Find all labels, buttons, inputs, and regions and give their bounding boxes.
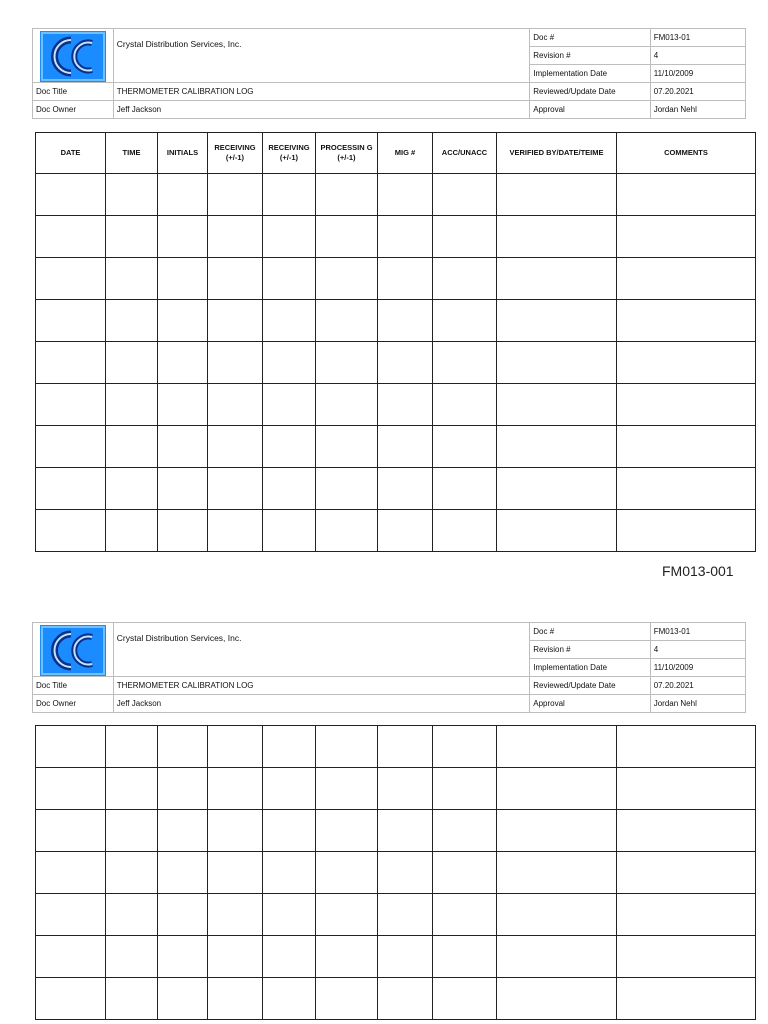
cell-verified-by[interactable]	[497, 726, 617, 768]
cell-date[interactable]	[36, 300, 106, 342]
cell-processing[interactable]	[316, 216, 378, 258]
cell-time[interactable]	[106, 468, 158, 510]
cell-receiving-1[interactable]	[208, 978, 263, 1020]
cell-mig[interactable]	[378, 300, 433, 342]
cell-comments[interactable]	[617, 768, 756, 810]
approval-label: Approval	[530, 101, 650, 119]
implementation-date-label: Implementation Date	[530, 659, 650, 677]
cell-mig[interactable]	[378, 768, 433, 810]
cell-processing[interactable]	[316, 342, 378, 384]
column-header-comments: COMMENTS	[617, 133, 756, 174]
column-header-time: TIME	[106, 133, 158, 174]
table-row	[36, 726, 756, 768]
cell-initials[interactable]	[158, 300, 208, 342]
cell-comments[interactable]	[617, 852, 756, 894]
cell-processing[interactable]	[316, 936, 378, 978]
table-row	[36, 384, 756, 426]
cell-receiving-2[interactable]	[263, 768, 316, 810]
cell-mig[interactable]	[378, 174, 433, 216]
cell-date[interactable]	[36, 426, 106, 468]
cell-acc-unacc[interactable]	[433, 852, 497, 894]
cell-receiving-2[interactable]	[263, 174, 316, 216]
cell-comments[interactable]	[617, 978, 756, 1020]
table-row	[36, 894, 756, 936]
cell-receiving-1[interactable]	[208, 510, 263, 552]
cell-verified-by[interactable]	[497, 174, 617, 216]
cell-receiving-1[interactable]	[208, 342, 263, 384]
cell-initials[interactable]	[158, 510, 208, 552]
cell-time[interactable]	[106, 258, 158, 300]
cell-receiving-2[interactable]	[263, 216, 316, 258]
revision-value: 4	[650, 47, 745, 65]
cell-acc-unacc[interactable]	[433, 174, 497, 216]
cell-comments[interactable]	[617, 384, 756, 426]
doc-owner-value: Jeff Jackson	[113, 101, 529, 119]
cell-verified-by[interactable]	[497, 510, 617, 552]
cell-verified-by[interactable]	[497, 852, 617, 894]
cell-initials[interactable]	[158, 726, 208, 768]
reviewed-date-value: 07.20.2021	[650, 677, 745, 695]
cell-mig[interactable]	[378, 852, 433, 894]
company-name: Crystal Distribution Services, Inc.	[113, 29, 529, 83]
cell-mig[interactable]	[378, 894, 433, 936]
cell-initials[interactable]	[158, 936, 208, 978]
doc-owner-label: Doc Owner	[33, 101, 114, 119]
cell-receiving-1[interactable]	[208, 852, 263, 894]
cell-date[interactable]	[36, 726, 106, 768]
doc-num-value: FM013-01	[650, 29, 745, 47]
footer-doc-number: FM013-001	[662, 563, 734, 579]
cell-mig[interactable]	[378, 216, 433, 258]
cell-processing[interactable]	[316, 426, 378, 468]
cell-processing[interactable]	[316, 978, 378, 1020]
table-row	[36, 768, 756, 810]
cell-initials[interactable]	[158, 978, 208, 1020]
cell-mig[interactable]	[378, 726, 433, 768]
cell-receiving-1[interactable]	[208, 426, 263, 468]
cell-date[interactable]	[36, 258, 106, 300]
cell-date[interactable]	[36, 852, 106, 894]
cell-processing[interactable]	[316, 510, 378, 552]
cell-mig[interactable]	[378, 258, 433, 300]
table-row	[36, 300, 756, 342]
table-row	[36, 426, 756, 468]
cell-date[interactable]	[36, 174, 106, 216]
cell-processing[interactable]	[316, 258, 378, 300]
cell-time[interactable]	[106, 768, 158, 810]
cell-verified-by[interactable]	[497, 810, 617, 852]
table-row	[36, 978, 756, 1020]
cell-mig[interactable]	[378, 810, 433, 852]
cell-receiving-2[interactable]	[263, 894, 316, 936]
reviewed-date-value: 07.20.2021	[650, 83, 745, 101]
cell-receiving-2[interactable]	[263, 852, 316, 894]
cell-initials[interactable]	[158, 258, 208, 300]
cell-receiving-1[interactable]	[208, 810, 263, 852]
cell-receiving-2[interactable]	[263, 384, 316, 426]
cell-comments[interactable]	[617, 216, 756, 258]
cell-mig[interactable]	[378, 426, 433, 468]
cell-processing[interactable]	[316, 810, 378, 852]
table-header-row	[36, 133, 756, 174]
cell-initials[interactable]	[158, 852, 208, 894]
column-header-receiving-2: RECEIVING (+/-1)	[263, 133, 316, 174]
cell-verified-by[interactable]	[497, 936, 617, 978]
cell-time[interactable]	[106, 852, 158, 894]
cell-comments[interactable]	[617, 810, 756, 852]
cell-receiving-2[interactable]	[263, 810, 316, 852]
cell-acc-unacc[interactable]	[433, 384, 497, 426]
cell-acc-unacc[interactable]	[433, 726, 497, 768]
cell-acc-unacc[interactable]	[433, 510, 497, 552]
implementation-date-value: 11/10/2009	[650, 659, 745, 677]
doc-title-label: Doc Title	[33, 83, 114, 101]
cell-receiving-1[interactable]	[208, 258, 263, 300]
cell-processing[interactable]	[316, 894, 378, 936]
cell-mig[interactable]	[378, 978, 433, 1020]
cell-date[interactable]	[36, 894, 106, 936]
column-header-mig: MIG #	[378, 133, 433, 174]
cell-comments[interactable]	[617, 300, 756, 342]
cell-time[interactable]	[106, 384, 158, 426]
cell-receiving-2[interactable]	[263, 726, 316, 768]
cell-date[interactable]	[36, 936, 106, 978]
document-header	[32, 28, 746, 119]
column-header-date: DATE	[36, 133, 106, 174]
cell-acc-unacc[interactable]	[433, 300, 497, 342]
reviewed-date-label: Reviewed/Update Date	[530, 83, 650, 101]
cell-time[interactable]	[106, 726, 158, 768]
cell-mig[interactable]	[378, 936, 433, 978]
cell-time[interactable]	[106, 342, 158, 384]
cell-receiving-1[interactable]	[208, 726, 263, 768]
cell-initials[interactable]	[158, 810, 208, 852]
cell-verified-by[interactable]	[497, 894, 617, 936]
cell-verified-by[interactable]	[497, 342, 617, 384]
cell-receiving-2[interactable]	[263, 978, 316, 1020]
cell-acc-unacc[interactable]	[433, 426, 497, 468]
implementation-date-label: Implementation Date	[530, 65, 650, 83]
cell-time[interactable]	[106, 510, 158, 552]
calibration-log-table	[35, 132, 756, 552]
approval-value: Jordan Nehl	[650, 101, 745, 119]
doc-owner-value: Jeff Jackson	[113, 695, 529, 713]
cell-receiving-1[interactable]	[208, 174, 263, 216]
cell-time[interactable]	[106, 426, 158, 468]
cell-date[interactable]	[36, 510, 106, 552]
cell-initials[interactable]	[158, 174, 208, 216]
cell-mig[interactable]	[378, 384, 433, 426]
cell-receiving-1[interactable]	[208, 936, 263, 978]
cell-processing[interactable]	[316, 384, 378, 426]
doc-title-value: THERMOMETER CALIBRATION LOG	[113, 83, 529, 101]
table-row	[36, 468, 756, 510]
cell-time[interactable]	[106, 978, 158, 1020]
doc-owner-label: Doc Owner	[33, 695, 114, 713]
cell-receiving-1[interactable]	[208, 894, 263, 936]
cell-verified-by[interactable]	[497, 426, 617, 468]
cell-acc-unacc[interactable]	[433, 342, 497, 384]
cell-comments[interactable]	[617, 510, 756, 552]
implementation-date-value: 11/10/2009	[650, 65, 745, 83]
cell-comments[interactable]	[617, 174, 756, 216]
column-header-processing: PROCESSIN G (+/-1)	[316, 133, 378, 174]
cell-mig[interactable]	[378, 468, 433, 510]
cell-verified-by[interactable]	[497, 300, 617, 342]
cell-acc-unacc[interactable]	[433, 468, 497, 510]
cell-verified-by[interactable]	[497, 384, 617, 426]
cell-acc-unacc[interactable]	[433, 216, 497, 258]
cell-acc-unacc[interactable]	[433, 936, 497, 978]
cell-receiving-2[interactable]	[263, 300, 316, 342]
cell-initials[interactable]	[158, 468, 208, 510]
cell-comments[interactable]	[617, 426, 756, 468]
table-row	[36, 810, 756, 852]
cell-receiving-2[interactable]	[263, 342, 316, 384]
cell-time[interactable]	[106, 300, 158, 342]
cell-date[interactable]	[36, 978, 106, 1020]
approval-label: Approval	[530, 695, 650, 713]
cell-initials[interactable]	[158, 216, 208, 258]
cell-date[interactable]	[36, 768, 106, 810]
cell-receiving-2[interactable]	[263, 426, 316, 468]
company-logo	[40, 31, 106, 82]
doc-title-label: Doc Title	[33, 677, 114, 695]
doc-title-value: THERMOMETER CALIBRATION LOG	[113, 677, 529, 695]
cell-receiving-1[interactable]	[208, 384, 263, 426]
cell-time[interactable]	[106, 894, 158, 936]
cell-acc-unacc[interactable]	[433, 768, 497, 810]
cell-initials[interactable]	[158, 768, 208, 810]
doc-num-label: Doc #	[530, 29, 650, 47]
calibration-log-table-page-2	[35, 725, 756, 1020]
cell-verified-by[interactable]	[497, 978, 617, 1020]
cell-receiving-2[interactable]	[263, 258, 316, 300]
table-row	[36, 936, 756, 978]
cell-comments[interactable]	[617, 936, 756, 978]
cell-receiving-2[interactable]	[263, 510, 316, 552]
column-header-initials: INITIALS	[158, 133, 208, 174]
cell-initials[interactable]	[158, 426, 208, 468]
cell-acc-unacc[interactable]	[433, 978, 497, 1020]
company-name: Crystal Distribution Services, Inc.	[113, 623, 529, 677]
cell-processing[interactable]	[316, 768, 378, 810]
cell-receiving-1[interactable]	[208, 300, 263, 342]
cell-processing[interactable]	[316, 468, 378, 510]
table-row	[36, 174, 756, 216]
cell-receiving-2[interactable]	[263, 468, 316, 510]
cell-comments[interactable]	[617, 468, 756, 510]
cell-processing[interactable]	[316, 852, 378, 894]
cell-initials[interactable]	[158, 894, 208, 936]
cell-receiving-2[interactable]	[263, 936, 316, 978]
cell-date[interactable]	[36, 468, 106, 510]
cell-processing[interactable]	[316, 300, 378, 342]
column-header-verified-by: VERIFIED BY/DATE/TEIME	[497, 133, 617, 174]
cell-acc-unacc[interactable]	[433, 894, 497, 936]
doc-num-value: FM013-01	[650, 623, 745, 641]
cell-processing[interactable]	[316, 726, 378, 768]
company-logo	[40, 625, 106, 676]
cell-time[interactable]	[106, 936, 158, 978]
cell-receiving-1[interactable]	[208, 468, 263, 510]
table-row	[36, 852, 756, 894]
company-logo-cell	[33, 29, 114, 83]
column-header-acc-unacc: ACC/UNACC	[433, 133, 497, 174]
document-header-page-2	[32, 622, 746, 713]
cell-comments[interactable]	[617, 894, 756, 936]
cell-mig[interactable]	[378, 510, 433, 552]
cell-receiving-1[interactable]	[208, 768, 263, 810]
cell-mig[interactable]	[378, 342, 433, 384]
table-row	[36, 510, 756, 552]
approval-value: Jordan Nehl	[650, 695, 745, 713]
cell-verified-by[interactable]	[497, 768, 617, 810]
revision-value: 4	[650, 641, 745, 659]
table-row	[36, 216, 756, 258]
cell-comments[interactable]	[617, 726, 756, 768]
doc-num-label: Doc #	[530, 623, 650, 641]
table-row	[36, 258, 756, 300]
column-header-receiving-1: RECEIVING (+/-1)	[208, 133, 263, 174]
cell-comments[interactable]	[617, 342, 756, 384]
cell-acc-unacc[interactable]	[433, 810, 497, 852]
cell-date[interactable]	[36, 384, 106, 426]
cell-processing[interactable]	[316, 174, 378, 216]
revision-label: Revision #	[530, 641, 650, 659]
cell-initials[interactable]	[158, 384, 208, 426]
cell-date[interactable]	[36, 216, 106, 258]
cell-initials[interactable]	[158, 342, 208, 384]
cell-comments[interactable]	[617, 258, 756, 300]
cell-time[interactable]	[106, 174, 158, 216]
cell-date[interactable]	[36, 810, 106, 852]
cell-time[interactable]	[106, 810, 158, 852]
company-logo-cell	[33, 623, 114, 677]
cell-time[interactable]	[106, 216, 158, 258]
table-row	[36, 342, 756, 384]
cell-verified-by[interactable]	[497, 216, 617, 258]
cell-date[interactable]	[36, 342, 106, 384]
cell-verified-by[interactable]	[497, 468, 617, 510]
cell-acc-unacc[interactable]	[433, 258, 497, 300]
cell-receiving-1[interactable]	[208, 216, 263, 258]
revision-label: Revision #	[530, 47, 650, 65]
cell-verified-by[interactable]	[497, 258, 617, 300]
reviewed-date-label: Reviewed/Update Date	[530, 677, 650, 695]
